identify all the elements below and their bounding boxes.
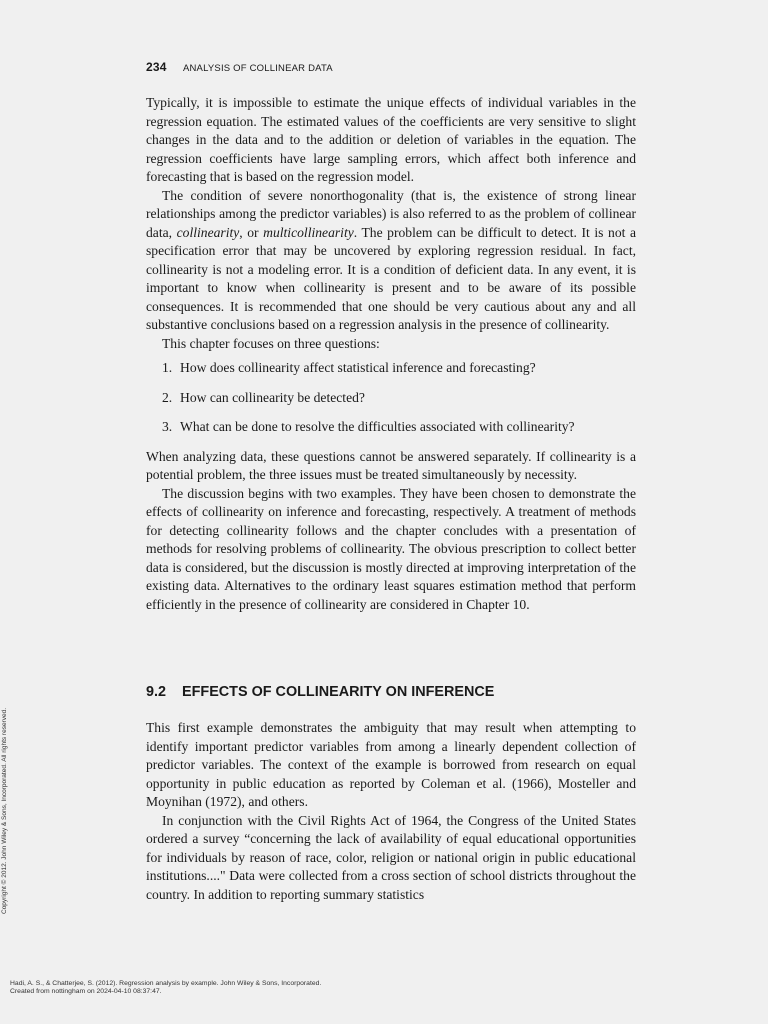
footer [10, 980, 610, 996]
section-heading [146, 684, 636, 700]
emphasis: multicollinearity [263, 224, 354, 240]
paragraph: In conjunction with the Civil Rights Act of 1964, the Congress of the United States ordered a survey “concerning the lack of availability of equal educational opportunities for individuals by reason of race, color, religion or national origin in public educational institutions...." Data were collected from a cross section of school districts throughout the country. In addition to reporting summary statistics [146, 812, 636, 902]
question-list [146, 359, 636, 437]
page-number: 234 [146, 60, 167, 74]
list-item: 1. How does collinearity affect statistical inference and forecasting? [162, 360, 536, 375]
paragraph: The condition of severe nonorthogonality (that is, the existence of strong linear relationships among the predictor variables) is also referred to as the problem of collinear data, collinearity, or multicollinearity. The problem can be difficult to detect. It is not a specification error that may be uncovered by exploring regression residual. In fact, collinearity is not a modeling error. It is a condition of deficient data. In any event, it is important to know when collinearity is present and to be aware of its possible consequences. It is recommended that one should be very cautious about any and all substantive conclusions based on a regression analysis in the presence of collinearity. [146, 187, 636, 332]
running-header [146, 60, 646, 78]
paragraph: When analyzing data, these questions cannot be answered separately. If collinearity is a potential problem, the three issues must be treated simultaneously by necessity. [146, 448, 636, 482]
emphasis: collinearity [176, 224, 240, 240]
paragraph: This chapter focuses on three questions: [162, 335, 380, 351]
side-copyright: Copyright © 2012. John Wiley & Sons, Incorporated. All rights reserved. [1, 707, 8, 914]
section-number: 9.2 [146, 684, 167, 700]
paragraph: The discussion begins with two examples. They have been chosen to demonstrate the effects of collinearity on inference and forecasting, respectively. A treatment of methods for detecting collinearity follows and the chapter concludes with a presentation of methods for resolving problems of collinearity. The obvious prescription to collect better data is considered, but the discussion is mostly directed at improving interpretation of the existing data. Alternatives to the ordinary least squares estimation method that perform efficiently in the presence of collinearity are considered in Chapter 10. [146, 485, 636, 612]
list-item: 2. How can collinearity be detected? [162, 389, 365, 405]
running-title: ANALYSIS OF COLLINEAR DATA [182, 63, 333, 74]
intro-body [146, 94, 636, 614]
list-item: 3. What can be done to resolve the difficulties associated with collinearity? [162, 419, 575, 434]
footer-created: Created from nottingham on 2024-04-10 08:37:47. [10, 988, 162, 995]
footer-citation: Hadi, A. S., & Chatterjee, S. (2012). Regression analysis by example. John Wiley & Sons, Incorporated. [10, 980, 322, 987]
section-title: EFFECTS OF COLLINEARITY ON INFERENCE [182, 684, 495, 700]
paragraph: This first example demonstrates the ambiguity that may result when attempting to identify important predictor variables from among a linearly dependent collection of predictor variables. The context of the example is borrowed from research on equal opportunity in public education as reported by Coleman et al. (1966), Mosteller and Moynihan (1972), and others. [146, 720, 636, 809]
section-body [146, 719, 636, 904]
paragraph: Typically, it is impossible to estimate the unique effects of individual variables in the regression equation. The estimated values of the coefficients are very sensitive to slight changes in the data and to the addition or deletion of variables in the equation. The regression coefficients have large sampling errors, which affect both inference and forecasting that is based on the regression model. [146, 95, 636, 184]
